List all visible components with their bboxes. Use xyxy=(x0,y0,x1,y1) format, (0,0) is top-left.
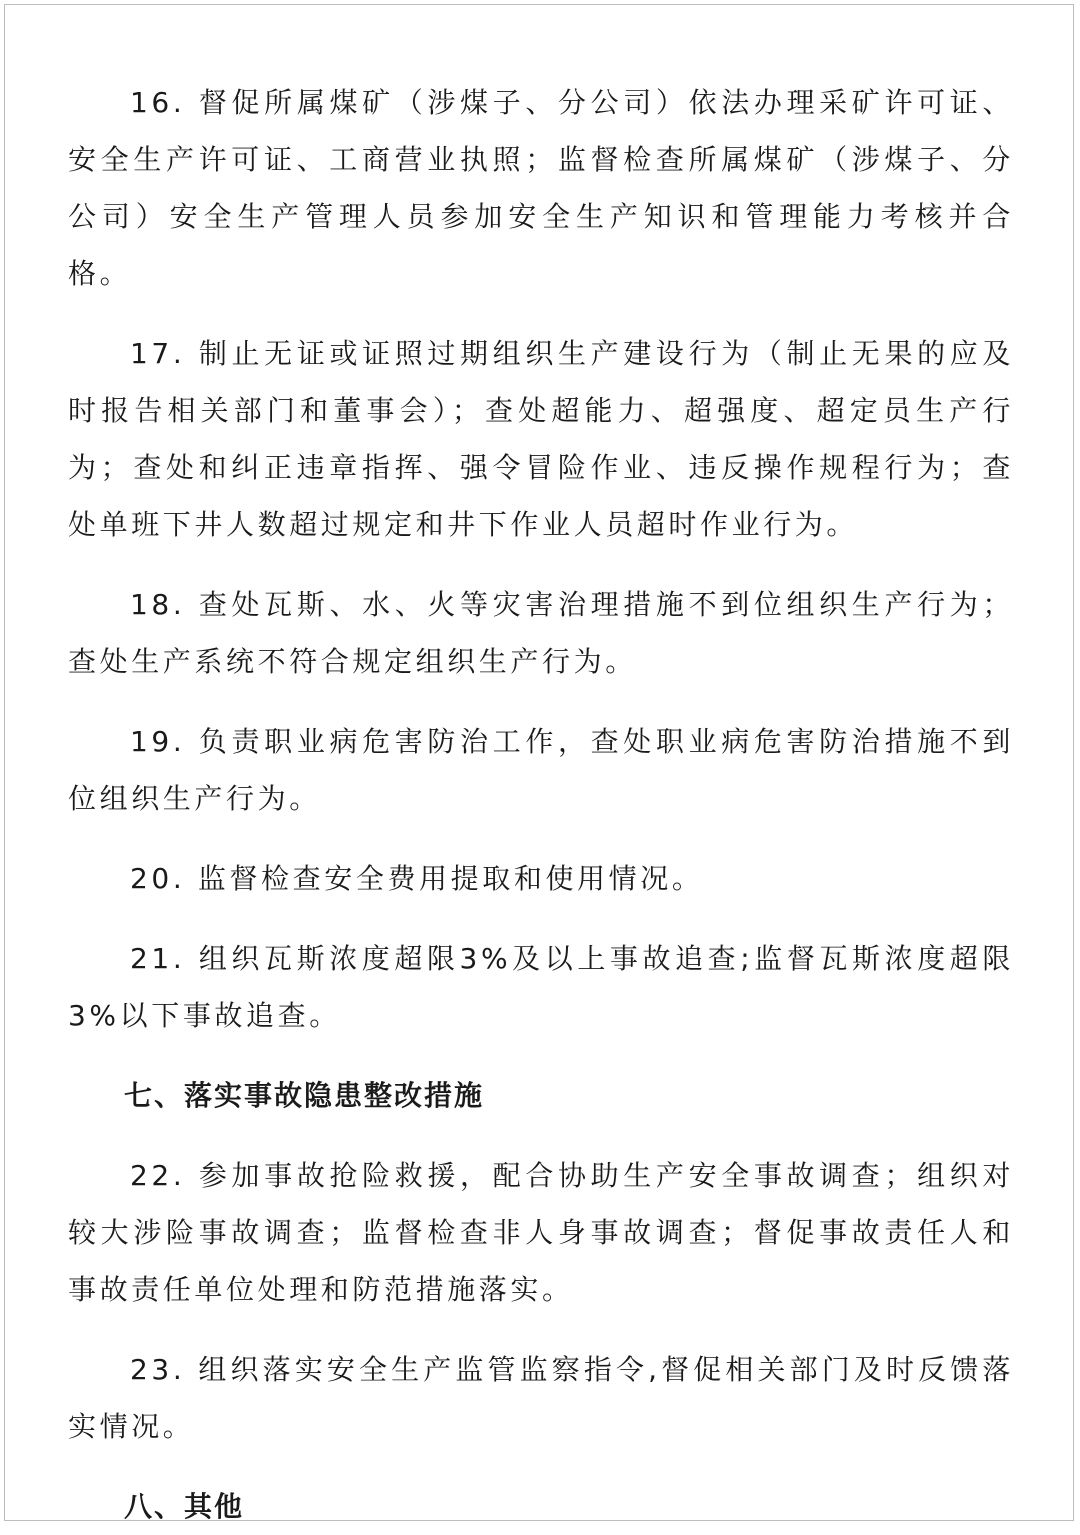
item-number: 17. xyxy=(130,337,186,370)
item-number: 20. xyxy=(130,862,186,895)
item-number: 19. xyxy=(130,725,186,758)
item-22 xyxy=(68,1147,1014,1318)
item-text: 查处瓦斯、水、火等灾害治理措施不到位组织生产行为；查处生产系统不符合规定组织生产行为。 xyxy=(68,588,1014,678)
item-text: 制止无证或证照过期组织生产建设行为（制止无果的应及时报告相关部门和董事会）；查处超能力、超强度、超定员生产行为；查处和纠正违章指挥、强令冒险作业、违反操作规程行为；查处单班下井人数超过规定和井下作业人员超时作业行为。 xyxy=(68,337,1014,541)
section-heading-8: 八、其他 xyxy=(124,1490,245,1523)
item-18 xyxy=(68,576,1014,690)
item-19 xyxy=(68,713,1014,827)
item-number: 22. xyxy=(130,1159,186,1192)
item-text: 监督检查安全费用提取和使用情况。 xyxy=(197,862,704,895)
item-21 xyxy=(68,930,1014,1044)
item-20 xyxy=(68,850,1014,907)
item-number: 23. xyxy=(130,1353,186,1386)
item-text: 组织落实安全生产监管监察指令,督促相关部门及时反馈落实情况。 xyxy=(68,1353,1014,1443)
item-number: 16. xyxy=(130,86,186,119)
section-heading-7: 七、落实事故隐患整改措施 xyxy=(124,1079,485,1112)
item-text: 组织瓦斯浓度超限3%及以上事故追查;监督瓦斯浓度超限3%以下事故追查。 xyxy=(68,942,1014,1032)
item-23 xyxy=(68,1341,1014,1455)
item-text: 督促所属煤矿（涉煤子、分公司）依法办理采矿许可证、安全生产许可证、工商营业执照；监督检查所属煤矿（涉煤子、分公司）安全生产管理人员参加安全生产知识和管理能力考核并合格。 xyxy=(68,86,1014,290)
item-text: 参加事故抢险救援，配合协助生产安全事故调查；组织对较大涉险事故调查；监督检查非人身事故调查；督促事故责任人和事故责任单位处理和防范措施落实。 xyxy=(68,1159,1014,1306)
item-number: 21. xyxy=(130,942,186,975)
item-number: 18. xyxy=(130,588,186,621)
item-16 xyxy=(68,74,1014,302)
item-text: 负责职业病危害防治工作，查处职业病危害防治措施不到位组织生产行为。 xyxy=(68,725,1014,815)
item-17 xyxy=(68,325,1014,553)
document-body xyxy=(68,74,1014,1535)
